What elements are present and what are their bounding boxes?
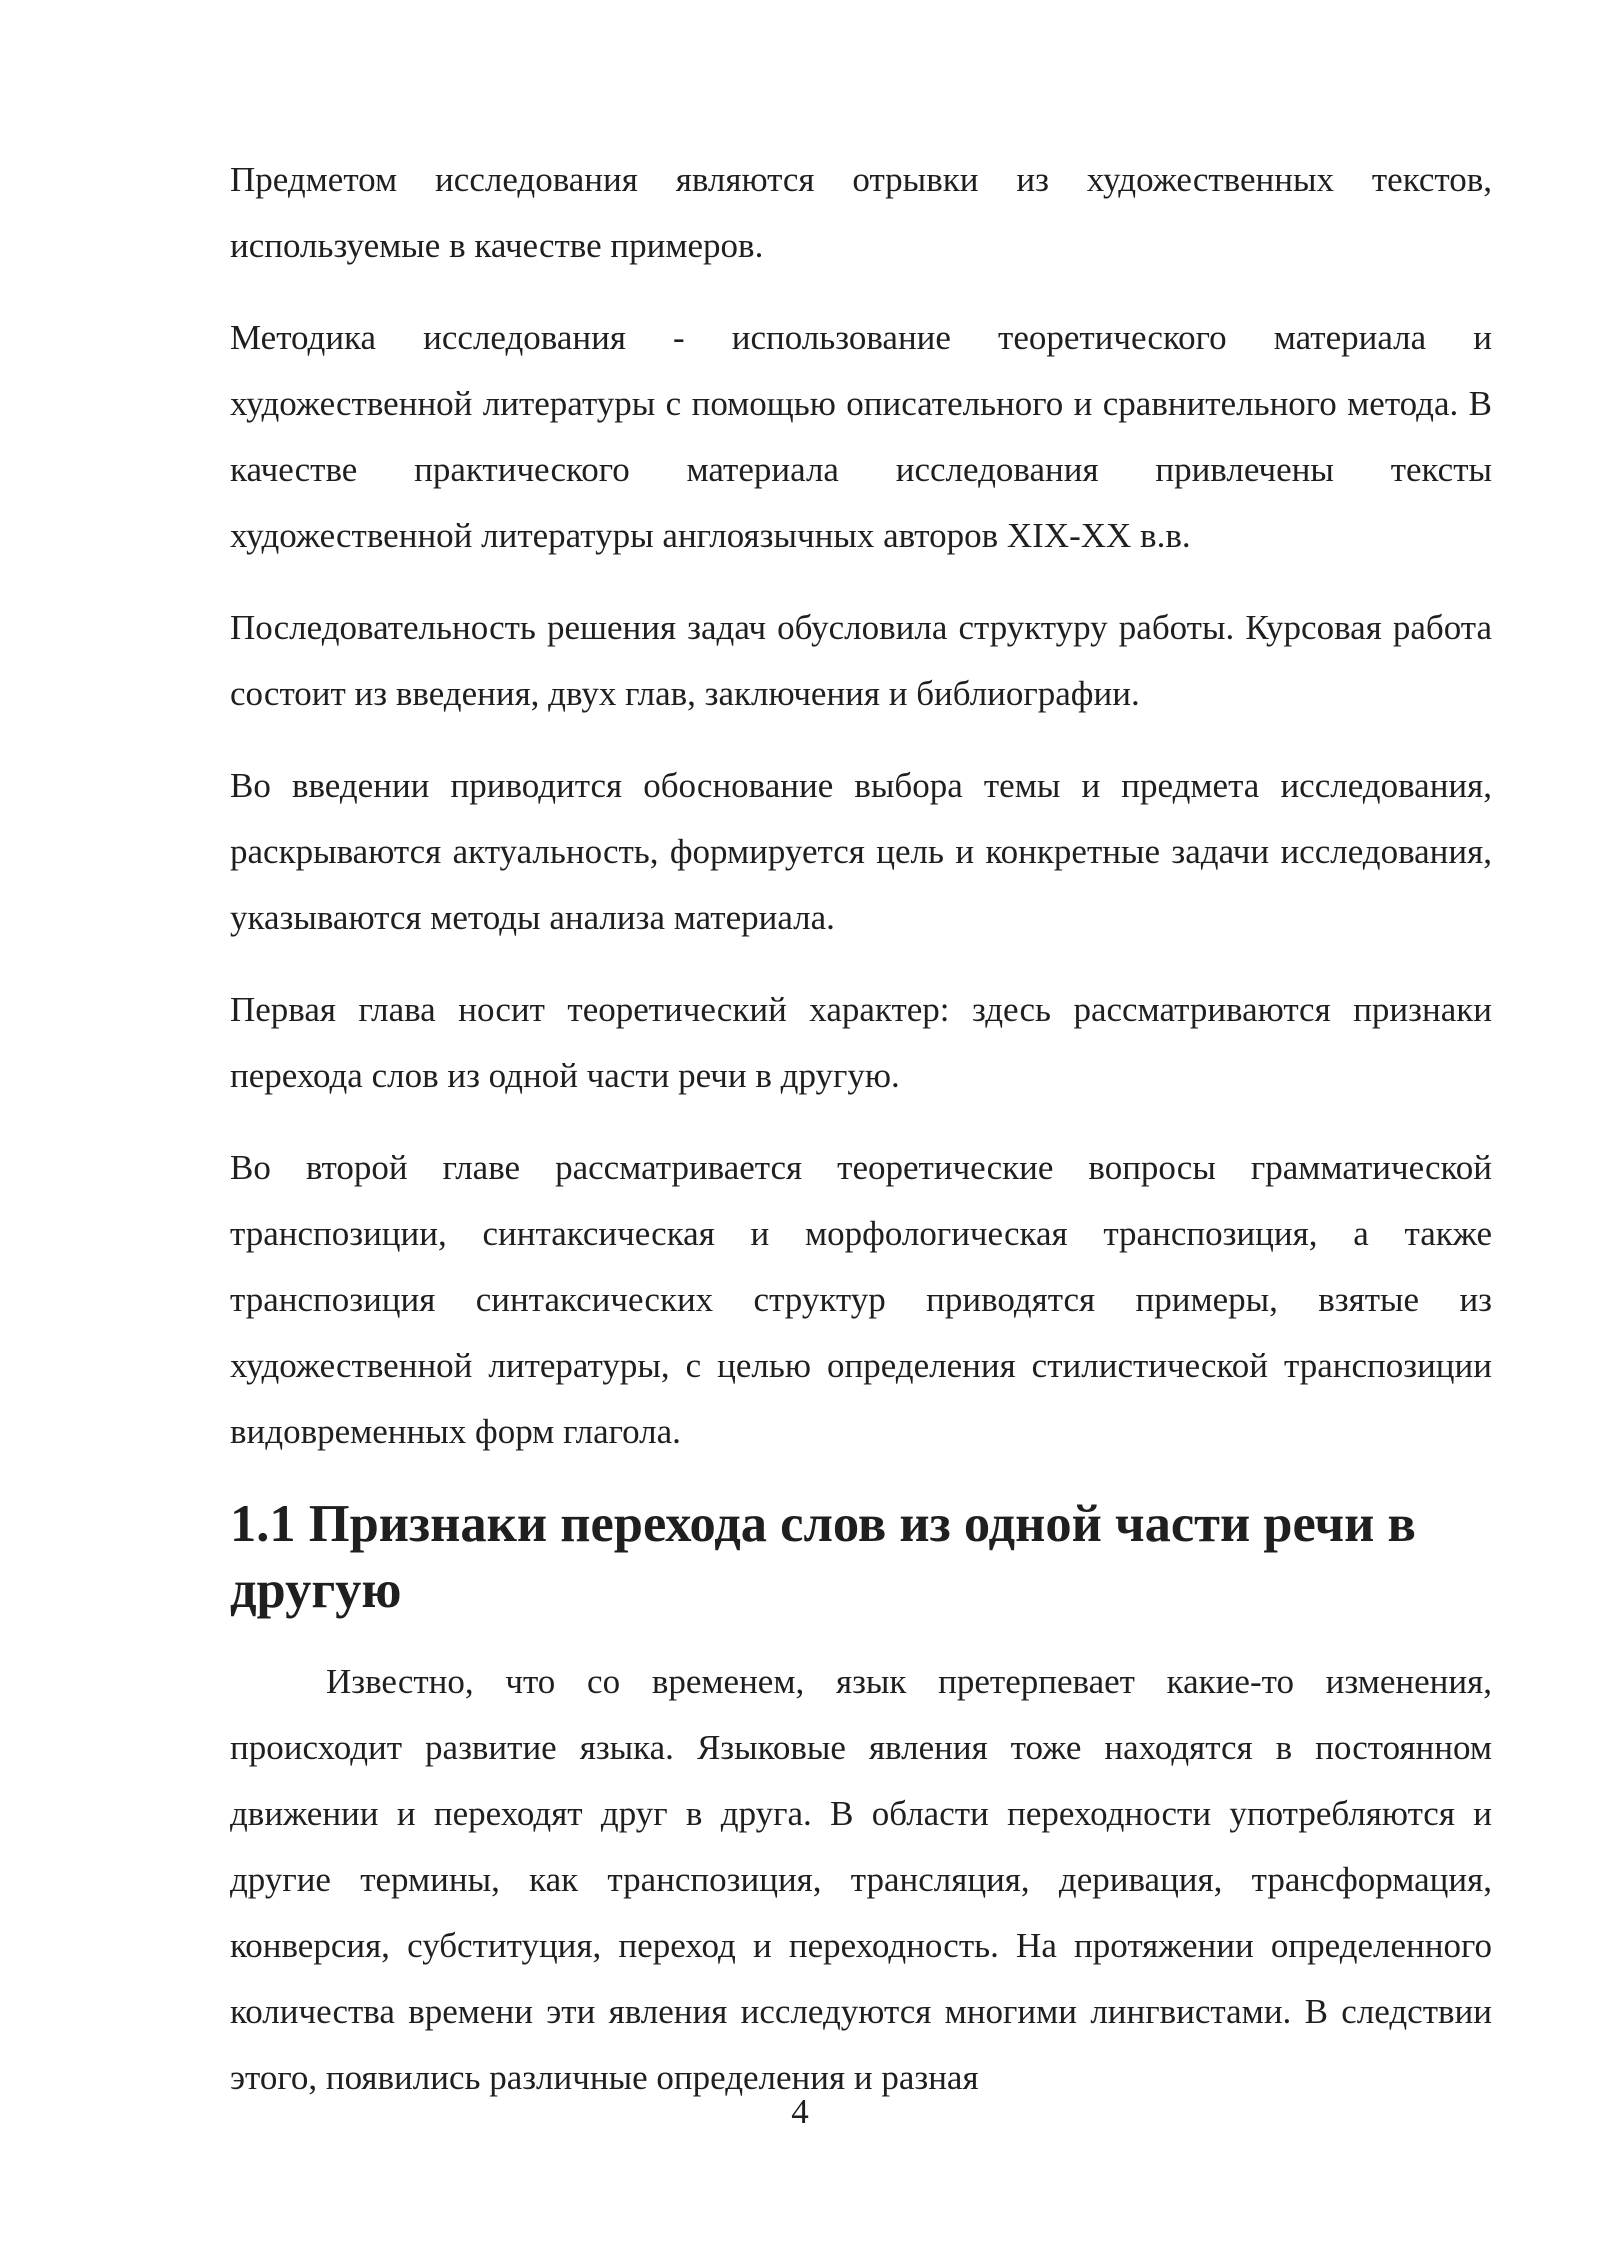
paragraph-second-chapter-summary: Во второй главе рассматривается теоретические вопросы грамматической транспозиции, синтаксическая и морфологическая транспозиция, а также транспозиция синтаксических структур приводятся примеры, взятые из художественной литературы, с целью определения стилистической транспозиции видовременных форм глагола. [230, 1148, 1492, 1451]
paragraph-research-methodology: Методика исследования - использование теоретического материала и художественной литературы с помощью описательного и сравнительного метода. В качестве практического материала исследования привлечены тексты художественной литературы англоязычных авторов XIX-XX в.в. [230, 318, 1492, 555]
paragraph-research-subject: Предметом исследования являются отрывки из художественных текстов, используемые в качестве примеров. [230, 160, 1492, 265]
section-body-paragraph: Известно, что со временем, язык претерпевает какие-то изменения, происходит развитие языка. Языковые явления тоже находятся в постоянном движении и переходят друг в друга. В области переходности употребляются и другие термины, как транспозиция, трансляция, деривация, трансформация, конверсия, субституция, переход и переходность. На протяжении определенного количества времени эти явления исследуются многими лингвистами. В следствии этого, появились различные определения и разная [230, 1662, 1492, 2097]
paragraph-introduction-summary: Во введении приводится обоснование выбора темы и предмета исследования, раскрываются актуальность, формируется цель и конкретные задачи исследования, указываются методы анализа материала. [230, 766, 1492, 937]
page-number: 4 [791, 2092, 809, 2131]
paragraph-first-chapter-summary: Первая глава носит теоретический характер: здесь рассматриваются признаки перехода слов из одной части речи в другую. [230, 990, 1492, 1095]
paragraph-work-structure: Последовательность решения задач обусловила структуру работы. Курсовая работа состоит из введения, двух глав, заключения и библиографии. [230, 608, 1492, 713]
page-content [230, 147, 1492, 2137]
section-heading: 1.1 Признаки перехода слов из одной части речи в другую [230, 1495, 1416, 1619]
